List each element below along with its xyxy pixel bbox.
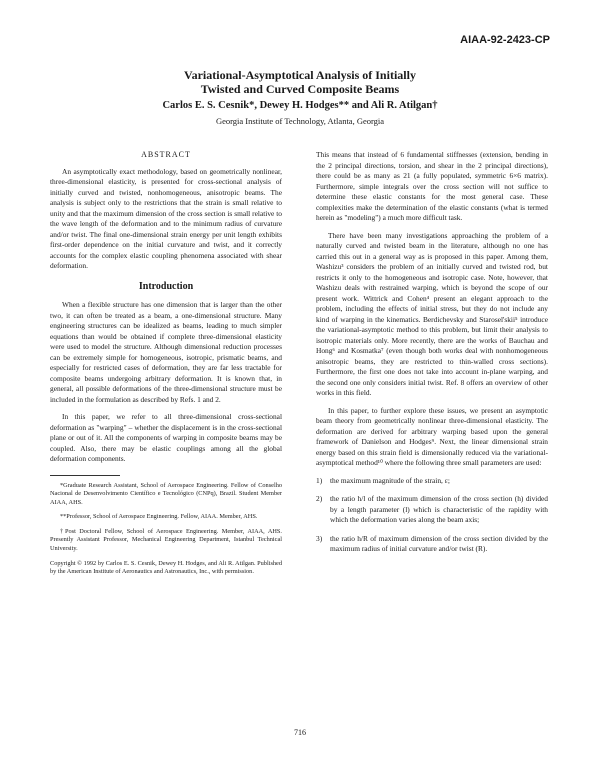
paper-id: AIAA-92-2423-CP <box>460 34 550 46</box>
copyright-notice: Copyright © 1992 by Carlos E. S. Cesnik, Dewey H. Hodges, and Ali R. Atilgan. Published by the American Institute of Aeronautics and Astronautics, Inc., with permission. <box>50 559 282 576</box>
abstract-heading: ABSTRACT <box>141 150 191 159</box>
intro-paragraph-2: In this paper, we refer to all three-dimensional cross-sectional deformation as "warping" – whether the displacement is in the cross-sectional plane or out of it. All the components of warping in composite beams may be coupled. Also, there may be elastic couplings among all the global deformation components. <box>50 412 282 463</box>
title-line-1: Variational-Asymptotical Analysis of Initially <box>184 68 416 82</box>
list-item <box>316 534 548 555</box>
right-paragraph-2: There have been many investigations approaching the problem of a naturally curved and twisted beam in the literature, although no one has carried this out in a general way as is proposed in this paper. Among them, Washizu³ considers the problem of an initially curved and twisted rod, but restricts it only to the homogeneous and isotropic case. Note, however, that Washizu deals with restrained warping, which is beyond the scope of our present work. Wittrick and Cohen⁴ present an elegant approach to the problem, including the effects of initial stress, but they do not include any kind of warping in the kinematics. Berdichevsky and Starosel'skii⁵ introduce the variational-asymptotic method to this problem, but limit their analysis to isotropic materials only. More recently, there are the works of Bauchau and Hong⁶ and Kosmatka⁷ (even though both works deal with nonhomogeneous anisotropic beams, they are restricted to thin-walled cross sections). Furthermore, the first one does not take into account in-plane warping, and the second one only considers initial twist. Ref. 8 offers an overview of other works in this field. <box>316 230 548 397</box>
list-item-number: 1) <box>316 475 323 485</box>
list-item-text: the ratio h/l of the maximum dimension of the cross section (h) divided by a length parameter (l) which is characteristic of the rapidity with which the deformation varies along the beam axis; <box>330 494 548 524</box>
paper-title <box>60 68 540 96</box>
affiliation: Georgia Institute of Technology, Atlanta, Georgia <box>215 116 385 126</box>
left-column <box>50 150 282 577</box>
title-line-2: Twisted and Curved Composite Beams <box>200 82 400 96</box>
list-item <box>316 476 548 487</box>
footnote-1: *Graduate Research Assistant, School of Aerospace Engineering. Fellow of Conselho Nacional de Desenvolvimento Científico e Tecnológico (CNPq), Brazil. Student Member AIAA, AHS. <box>50 481 282 506</box>
authors: Carlos E. S. Cesnik*, Dewey H. Hodges** and Ali R. Atilgan† <box>162 100 438 111</box>
page-number: 716 <box>294 728 306 737</box>
footnote-rule <box>50 475 120 476</box>
introduction-heading: Introduction <box>138 280 194 292</box>
footnote-2: **Professor, School of Aerospace Engineering. Fellow, AIAA. Member, AHS. <box>60 513 258 521</box>
list-item-number: 2) <box>316 494 323 503</box>
small-parameters-list <box>316 476 548 555</box>
footnote-3: †Post Doctoral Fellow, School of Aerospace Engineering. Member, AIAA, AHS. Presently Assistant Professor, Mechanical Engineering Department, Istanbul Technical University. <box>50 527 282 553</box>
intro-paragraph-1: When a flexible structure has one dimension that is larger than the other two, it can often be treated as a beam, a one-dimensional structure. Many engineering structures can be idealized as beams, leading to much simpler equations than would be obtained if complete three-dimensional elasticity were used to model the structure. Although dimensional reduction processes can be extremely simple for homogeneous, isotropic, prismatic beams, and especially for restricted cases of deformation, they are far less tractable for composite beams undergoing arbitrary deformation. It is known that, in general, all possible deformations of the three-dimensional structure must be included in the formulation as described by Refs. 1 and 2. <box>50 300 282 404</box>
list-item <box>316 494 548 526</box>
abstract-text: An asymptotically exact methodology, based on geometrically nonlinear, three-dimensional elasticity, is presented for cross-sectional analysis of initially curved and twisted, nonhomogeneous, anisotropic beams. The analysis is subject only to the restrictions that the strain is small relative to unity and that the maximum dimension of the cross section is small relative to the wave length of the deformation and to the minimum radius of curvature and/or twist. The final one-dimensional strain energy per unit length exhibits first-order dependence on the initial curvature and twist, and it correctly accounts for the complex elastic coupling phenomena associated with shear deformation. <box>50 166 282 270</box>
list-item-number: 3) <box>316 533 323 543</box>
list-item-text: the maximum magnitude of the strain, ε; <box>330 475 450 485</box>
right-paragraph-3: In this paper, to further explore these issues, we present an asymptotic beam theory from geometrically nonlinear three-dimensional elasticity. The deformation are derived for arbitrary warping based upon the general framework of Danielson and Hodges⁹. Next, the linear dimensional strain energy based on this strain field is dimensionally reduced via the variational-asymptotical method¹⁰ where the following three small parameters are used: <box>316 405 548 467</box>
list-item-text: the ratio h/R of maximum dimension of the cross section divided by the maximum radius of initial curvature and/or twist (R). <box>330 533 548 553</box>
right-column <box>316 150 548 563</box>
right-paragraph-1: This means that instead of 6 fundamental stiffnesses (extension, bending in the 2 principal directions, torsion, and shear in the 2 principal directions), there could be as many as 21 (a fully populated, symmetric 6×6 matrix). Furthermore, simple integrals over the cross section will not suffice to determine these elastic constants for the most general case. These complexities make the determination of the elastic constants (what is termed herein as "modeling") a much more difficult task. <box>316 150 548 222</box>
